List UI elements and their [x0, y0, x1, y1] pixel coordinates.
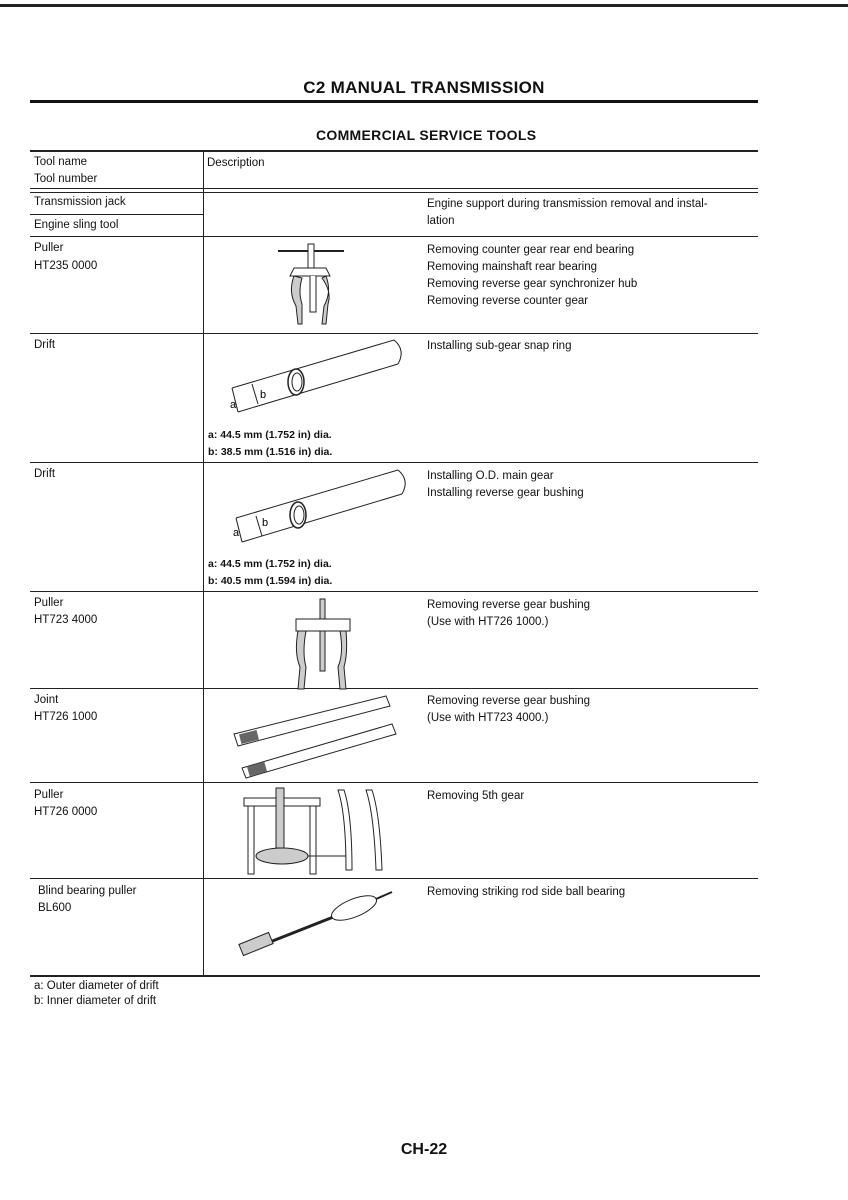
footnote: a: Outer diameter of drift	[34, 980, 159, 992]
tool-description: lation	[427, 215, 455, 227]
dimension-a: a: 44.5 mm (1.752 in) dia.	[208, 429, 332, 441]
tool-number: HT235 0000	[34, 260, 98, 272]
table-top-rule	[30, 150, 758, 152]
puller-illustration	[242, 784, 392, 878]
header-double-rule	[30, 192, 758, 193]
tool-name: Drift	[34, 468, 56, 480]
joint-illustration	[230, 690, 400, 782]
tool-description: (Use with HT723 4000.)	[427, 712, 549, 724]
tool-description: Installing sub-gear snap ring	[427, 340, 572, 352]
puller-illustration	[276, 242, 348, 328]
dim-label: b	[260, 389, 267, 401]
tool-name: Engine sling tool	[34, 219, 119, 231]
page-number: CH-22	[400, 1141, 448, 1158]
tool-name: Transmission jack	[34, 196, 126, 208]
tool-number: HT726 1000	[34, 711, 98, 723]
tool-description: Removing reverse gear synchronizer hub	[427, 278, 638, 290]
dimension-a: a: 44.5 mm (1.752 in) dia.	[208, 558, 332, 570]
tool-name: Drift	[34, 339, 56, 351]
tool-name: Puller	[34, 242, 64, 254]
drift-illustration	[224, 338, 404, 418]
top-border	[0, 4, 848, 7]
tool-name: Puller	[34, 597, 64, 609]
footnote: b: Inner diameter of drift	[34, 995, 157, 1007]
tool-name: Joint	[34, 694, 59, 706]
dimension-b: b: 38.5 mm (1.516 in) dia.	[208, 446, 333, 458]
table-bottom-rule	[30, 975, 760, 977]
tool-number: HT726 0000	[34, 806, 98, 818]
section-title: COMMERCIAL SERVICE TOOLS	[316, 127, 537, 143]
row-divider	[30, 214, 203, 215]
dim-label: b	[262, 517, 269, 529]
tool-description: Installing O.D. main gear	[427, 470, 554, 482]
drift-illustration	[228, 468, 408, 548]
header-bottom-rule	[30, 188, 758, 189]
tool-name: Puller	[34, 789, 64, 801]
row-divider	[30, 878, 758, 879]
row-divider	[30, 591, 758, 592]
tool-description: Engine support during transmission removal and instal-	[427, 198, 708, 210]
dimension-b: b: 40.5 mm (1.594 in) dia.	[208, 575, 333, 587]
tool-description: Removing reverse counter gear	[427, 295, 589, 307]
chapter-title: C2 MANUAL TRANSMISSION	[303, 78, 545, 97]
header-tool-number: Tool number	[34, 173, 98, 185]
row-divider	[30, 688, 758, 689]
tool-description: Removing 5th gear	[427, 790, 525, 802]
dim-label: a	[233, 527, 240, 539]
tool-description: Removing reverse gear bushing	[427, 599, 591, 611]
tool-number: BL600	[38, 902, 72, 914]
row-divider	[30, 462, 758, 463]
tool-description: (Use with HT726 1000.)	[427, 616, 549, 628]
puller-illustration	[292, 597, 354, 695]
header-description: Description	[207, 157, 265, 169]
tool-description: Removing reverse gear bushing	[427, 695, 591, 707]
header-tool-name: Tool name	[34, 156, 88, 168]
tool-description: Removing mainshaft rear bearing	[427, 261, 598, 273]
tool-description: Removing counter gear rear end bearing	[427, 244, 635, 256]
tool-description: Installing reverse gear bushing	[427, 487, 584, 499]
tool-number: HT723 4000	[34, 614, 98, 626]
row-divider	[30, 333, 758, 334]
row-divider	[30, 782, 758, 783]
tool-description: Removing striking rod side ball bearing	[427, 886, 626, 898]
blind-bearing-puller-illustration	[236, 884, 396, 956]
dim-label: a	[230, 399, 237, 411]
row-divider	[30, 236, 758, 237]
tool-name: Blind bearing puller	[38, 885, 137, 897]
title-rule	[30, 100, 758, 103]
column-divider	[203, 150, 204, 977]
